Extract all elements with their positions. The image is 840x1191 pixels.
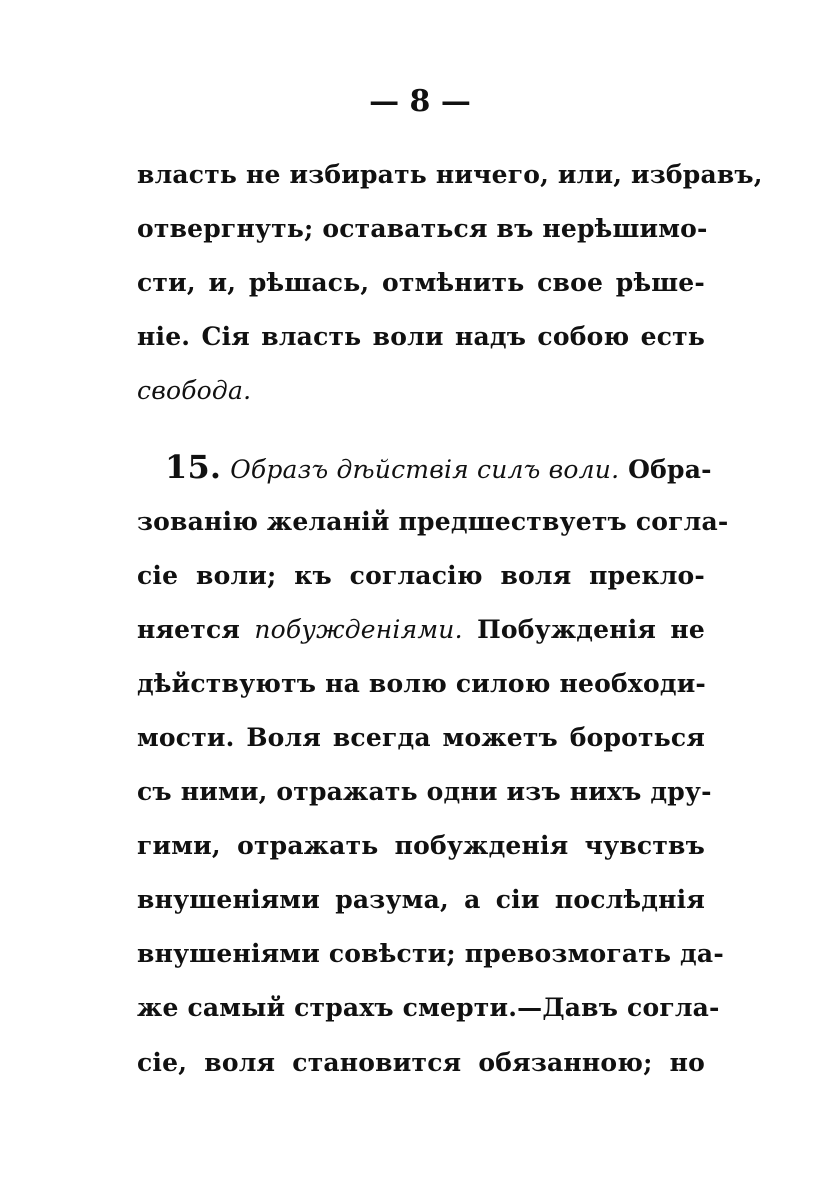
text-line: власть не избирать ничего, или, избравъ, <box>137 160 763 189</box>
text-line: зованію желаній предшествуетъ согла- <box>137 507 729 536</box>
section-number: 15. <box>165 448 222 486</box>
page-number: — 8 — <box>369 84 471 119</box>
text-line: дѣйствуютъ на волю силою необходи- <box>137 669 707 698</box>
text-line <box>137 610 705 650</box>
text-line: внушеніями совѣсти; превозмогать да- <box>137 939 724 968</box>
text-line: отвергнуть; оставаться въ нерѣшимо- <box>137 214 708 243</box>
text-line: внушеніями разума, а сіи послѣднія <box>137 885 705 914</box>
text-line: сіе, воля становится обязанною; но <box>137 1048 705 1077</box>
text-fragment: Обра- <box>628 455 712 484</box>
text-line: съ ними, отражать одни изъ нихъ дру- <box>137 777 712 806</box>
text-line: же самый страхъ смерти.—Давъ согла- <box>137 993 720 1022</box>
text-line: сіе воли; къ согласію воля прекло- <box>137 561 705 590</box>
text-line: гими, отражать побужденія чувствъ <box>137 831 705 860</box>
text-fragment: няется <box>137 615 241 644</box>
text-line: мости. Воля всегда можетъ бороться <box>137 723 705 752</box>
section-heading-line <box>165 447 712 487</box>
text-fragment: Побужденія не <box>477 615 706 644</box>
text-line: сти, и, рѣшась, отмѣнить свое рѣше- <box>137 268 705 297</box>
italic-term: побужденіями. <box>254 615 463 644</box>
section-heading: Образъ дѣйствія силъ воли. <box>230 455 620 484</box>
text-line: ніе. Сія власть воли надъ собою есть <box>137 322 705 351</box>
text-line: свобода. <box>137 376 252 405</box>
